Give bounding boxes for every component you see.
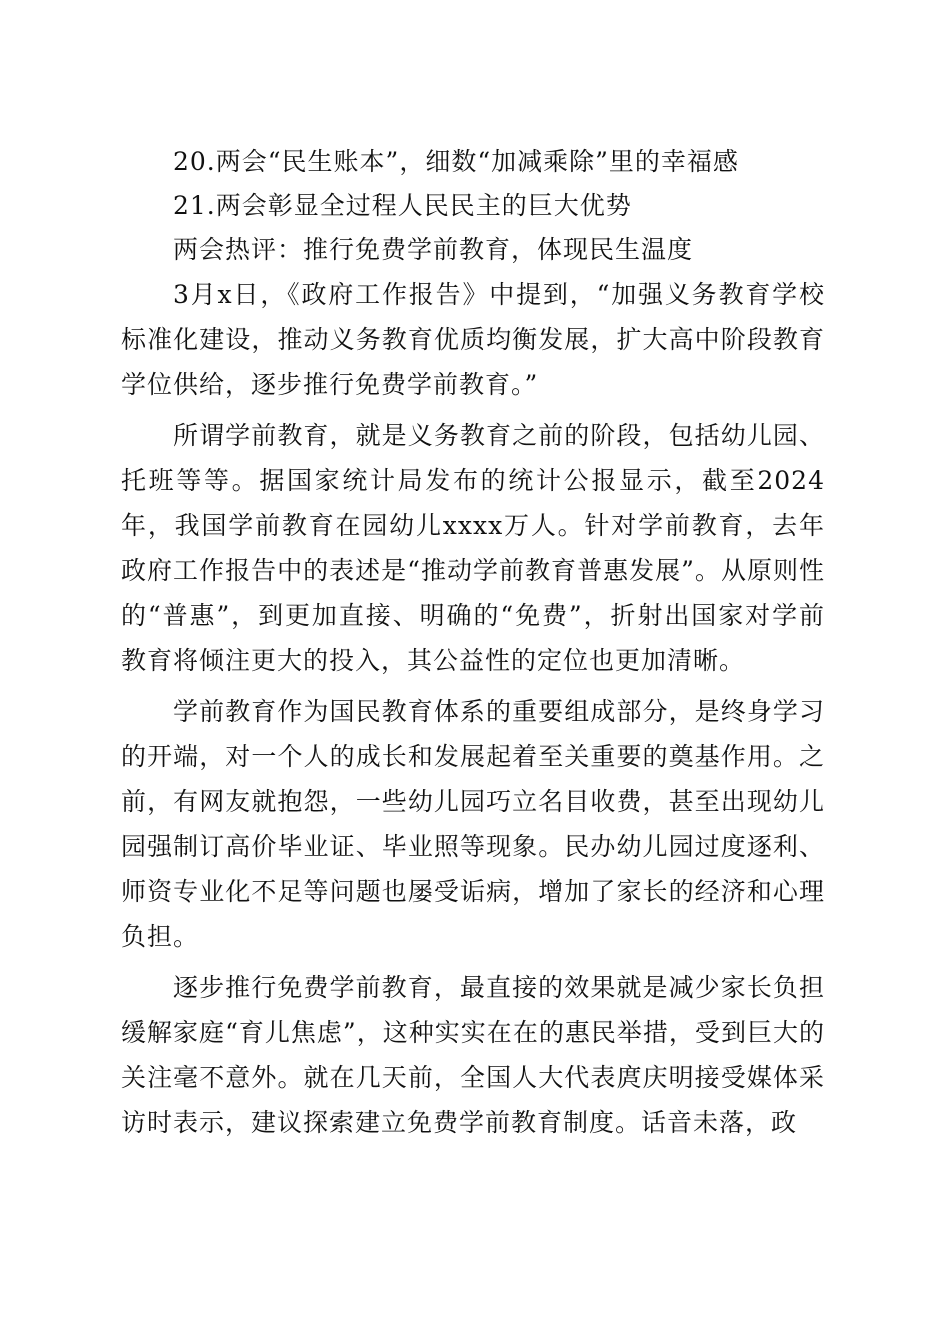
article-title: 两会热评：推行免费学前教育，体现民生温度 (173, 235, 694, 264)
list-item-20: 20.两会“民生账本”，细数“加减乘除”里的幸福感 (173, 147, 739, 176)
list-item-21: 21.两会彰显全过程人民民主的巨大优势 (173, 191, 632, 220)
document-body (121, 140, 825, 1151)
paragraph-4: 逐步推行免费学前教育，最直接的效果就是减少家长负担缓解家庭“育儿焦虑”，这种实实在在的惠民举措，受到巨大的关注毫不意外。就在几天前，全国人大代表庹庆明接受媒体采访时表示，建议探索建立免费学前教育制度。话音未落，政 (121, 973, 825, 1137)
paragraph-2: 所谓学前教育，就是义务教育之前的阶段，包括幼儿园、托班等等。据国家统计局发布的统计公报显示，截至2024年，我国学前教育在园幼儿xxxx万人。针对学前教育，去年政府工作报告中的表述是“推动学前教育普惠发展”。从原则性的“普惠”，到更加直接、明确的“免费”，折射出国家对学前教育将倾注更大的投入，其公益性的定位也更加清晰。 (121, 421, 825, 675)
paragraph-3: 学前教育作为国民教育体系的重要组成部分，是终身学习的开端，对一个人的成长和发展起着至关重要的奠基作用。之前，有网友就抱怨，一些幼儿园巧立名目收费，甚至出现幼儿园强制订高价毕业证、毕业照等现象。民办幼儿园过度逐利、师资专业化不足等问题也屡受诟病，增加了家长的经济和心理负担。 (121, 697, 825, 951)
paragraph-1: 3月x日，《政府工作报告》中提到，“加强义务教育学校标准化建设，推动义务教育优质均衡发展，扩大高中阶段教育学位供给，逐步推行免费学前教育。” (121, 280, 825, 399)
